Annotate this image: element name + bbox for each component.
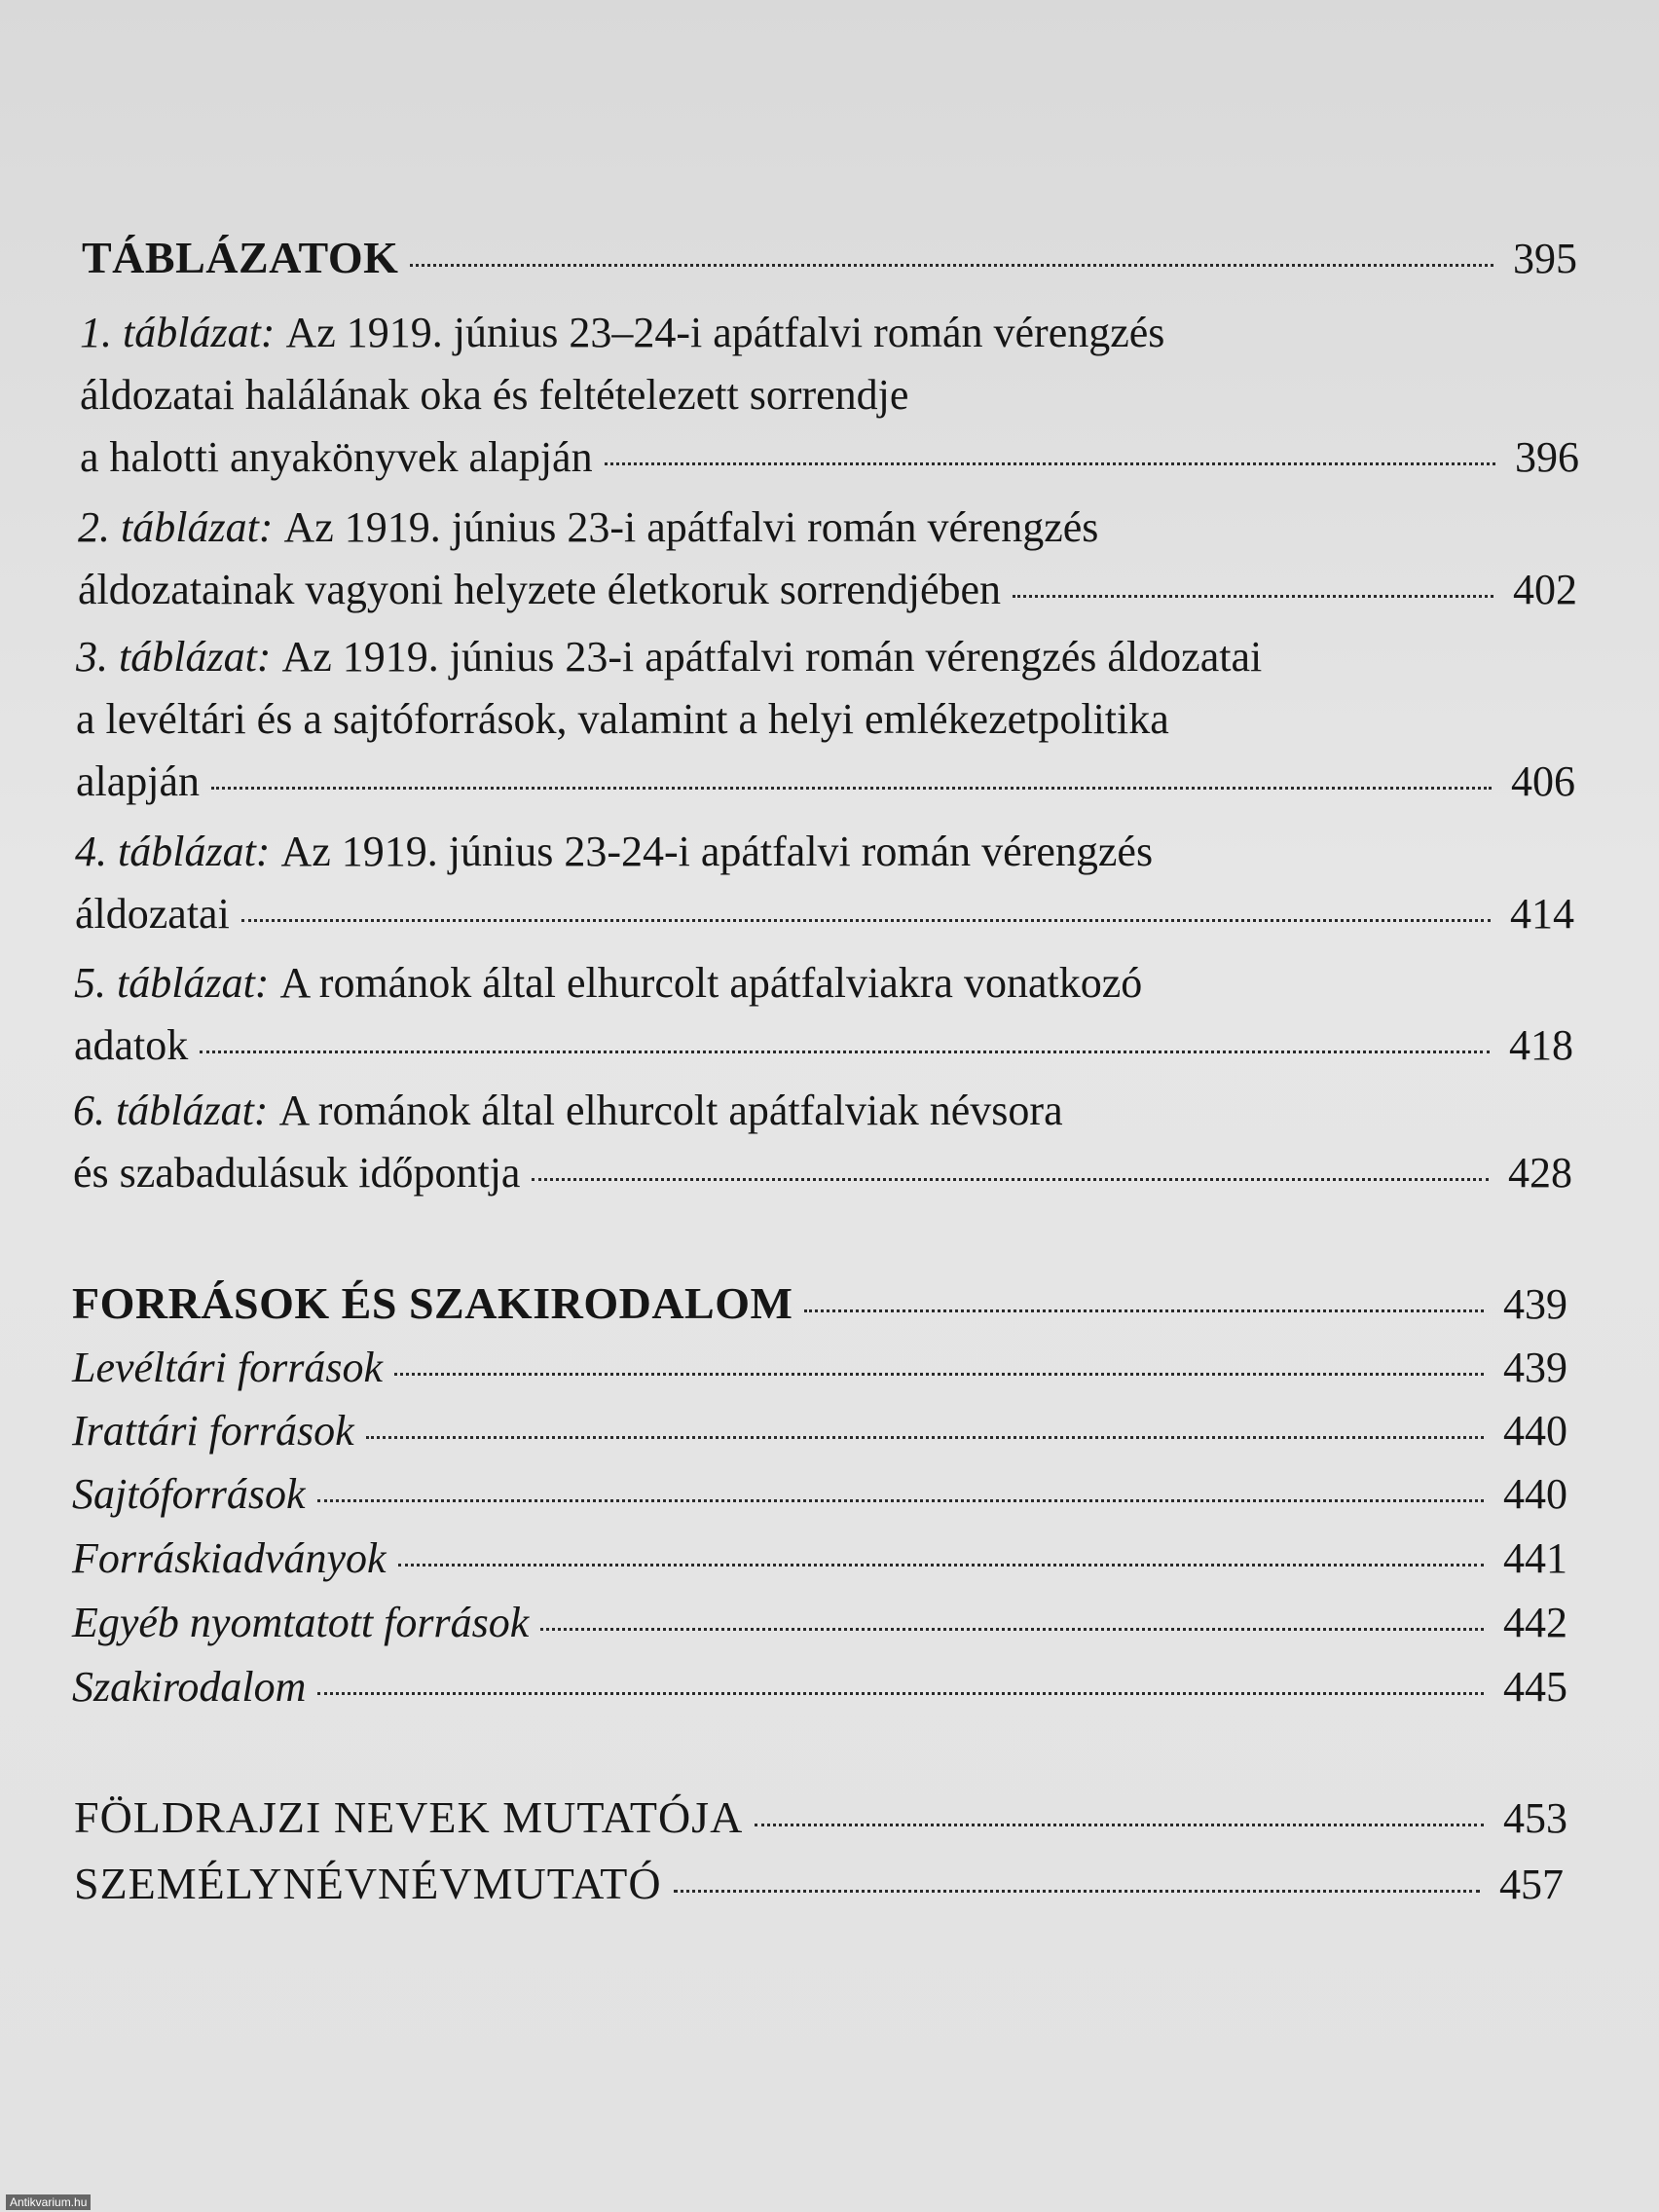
heading-title: FORRÁSOK ÉS SZAKIRODALOM <box>72 1278 793 1328</box>
dot-leader <box>241 919 1491 922</box>
dot-leader <box>211 787 1492 790</box>
page-number: 440 <box>1503 1470 1567 1518</box>
entry-label: 6. táblázat: <box>73 1087 279 1134</box>
toc-heading-sources[interactable] <box>72 1272 1567 1336</box>
toc-entry-table-3-line-1[interactable] <box>76 625 1575 689</box>
toc-entry-table-5-line-1[interactable] <box>74 951 1573 1015</box>
page-number: 441 <box>1503 1534 1567 1582</box>
dot-leader <box>394 1373 1484 1376</box>
dot-leader <box>532 1178 1489 1181</box>
heading-title: TÁBLÁZATOK <box>82 233 399 282</box>
toc-index-personal-names[interactable] <box>74 1852 1564 1916</box>
page-number: 439 <box>1503 1344 1567 1391</box>
page-number: 445 <box>1503 1663 1567 1711</box>
entry-label: 1. táblázat: <box>80 309 286 356</box>
toc-entry-table-6-line-1[interactable] <box>73 1079 1572 1143</box>
entry-text: adatok <box>74 1021 189 1069</box>
toc-entry-table-4-line-1[interactable] <box>75 820 1574 884</box>
toc-entry-table-3-line-3[interactable] <box>76 750 1575 814</box>
item-text: Egyéb nyomtatott források <box>72 1599 530 1646</box>
item-text: Sajtóforrások <box>72 1470 306 1518</box>
dot-leader <box>398 1564 1484 1567</box>
toc-item-sajtoforrasok[interactable] <box>72 1462 1567 1527</box>
dot-leader <box>804 1309 1484 1312</box>
entry-label: 5. táblázat: <box>74 959 280 1007</box>
page-number: 396 <box>1515 433 1579 481</box>
dot-leader <box>755 1824 1484 1826</box>
entry-text: Az 1919. június 23-i apátfalvi román vérengzés <box>283 503 1099 551</box>
toc-entry-table-2-line-2[interactable] <box>78 558 1577 622</box>
entry-text: Az 1919. június 23–24-i apátfalvi román vérengzés <box>285 309 1165 356</box>
page-number: 418 <box>1509 1021 1573 1069</box>
page-number: 453 <box>1503 1794 1567 1842</box>
entry-text: alapján <box>76 757 201 805</box>
entry-text: áldozatai <box>75 890 230 938</box>
page-number: 406 <box>1511 757 1575 805</box>
item-text: Irattári források <box>72 1407 354 1455</box>
toc-entry-table-1-line-3[interactable] <box>80 425 1579 490</box>
toc-entry-table-1-line-2 <box>80 363 1579 427</box>
toc-entry-table-3-line-2 <box>76 687 1575 752</box>
entry-text: A románok által elhurcolt apátfalviak névsora <box>278 1087 1063 1134</box>
entry-text: áldozatai halálának oka és feltételezett sorrendje <box>80 371 909 419</box>
dot-leader <box>317 1692 1484 1695</box>
entry-label: 4. táblázat: <box>75 828 281 875</box>
dot-leader <box>200 1051 1490 1053</box>
page-number: 440 <box>1503 1407 1567 1455</box>
item-text: Forráskiadványok <box>72 1534 387 1582</box>
dot-leader <box>410 264 1493 267</box>
dot-leader <box>317 1499 1484 1502</box>
toc-entry-table-2-line-1[interactable] <box>78 496 1577 560</box>
toc-item-forraskiadvanyok[interactable] <box>72 1527 1567 1591</box>
watermark-label: Antikvarium.hu <box>6 2194 91 2210</box>
dot-leader <box>1013 595 1493 598</box>
page-number: 428 <box>1508 1149 1572 1197</box>
page-number: 414 <box>1510 890 1574 938</box>
dot-leader <box>605 462 1495 465</box>
entry-text: a halotti anyakönyvek alapján <box>80 433 593 481</box>
entry-text: Az 1919. június 23-24-i apátfalvi román vérengzés <box>280 828 1154 875</box>
entry-text: A románok által elhurcolt apátfalviakra vonatkozó <box>279 959 1143 1007</box>
entry-text: Az 1919. június 23-i apátfalvi román vérengzés áldozatai <box>281 633 1263 681</box>
entry-label: 2. táblázat: <box>78 503 284 551</box>
toc-entry-table-4-line-2[interactable] <box>75 882 1574 946</box>
page-number: 402 <box>1513 566 1577 613</box>
dot-leader <box>540 1628 1484 1631</box>
item-text: Levéltári források <box>72 1344 383 1391</box>
index-title: FÖLDRAJZI NEVEK MUTATÓJA <box>74 1792 744 1842</box>
toc-item-leveltari-forrasok[interactable] <box>72 1336 1567 1400</box>
toc-entry-table-6-line-2[interactable] <box>73 1141 1572 1205</box>
page-number: 457 <box>1499 1861 1564 1908</box>
entry-text: áldozatainak vagyoni helyzete életkoruk sorrendjében <box>78 566 1002 613</box>
item-text: Szakirodalom <box>72 1663 307 1711</box>
entry-label: 3. táblázat: <box>76 633 282 681</box>
page-number: 395 <box>1513 235 1577 282</box>
dot-leader <box>366 1436 1484 1439</box>
page-number: 439 <box>1503 1280 1567 1328</box>
entry-text: a levéltári és a sajtóforrások, valamint a helyi emlékezetpolitika <box>76 695 1169 743</box>
entry-text: és szabadulásuk időpontja <box>73 1149 521 1197</box>
page-number: 442 <box>1503 1599 1567 1646</box>
toc-entry-table-5-line-2[interactable] <box>74 1014 1573 1078</box>
toc-item-egyeb-nyomtatott-forrasok[interactable] <box>72 1591 1567 1655</box>
index-title: SZEMÉLYNÉVNÉVMUTATÓ <box>74 1859 662 1908</box>
toc-index-geographic-names[interactable] <box>74 1786 1567 1850</box>
dot-leader <box>674 1890 1480 1893</box>
toc-item-irattari-forrasok[interactable] <box>72 1399 1567 1463</box>
toc-item-szakirodalom[interactable] <box>72 1655 1567 1719</box>
toc-entry-table-1-line-1[interactable] <box>80 301 1579 365</box>
toc-heading-tables[interactable] <box>82 226 1577 290</box>
